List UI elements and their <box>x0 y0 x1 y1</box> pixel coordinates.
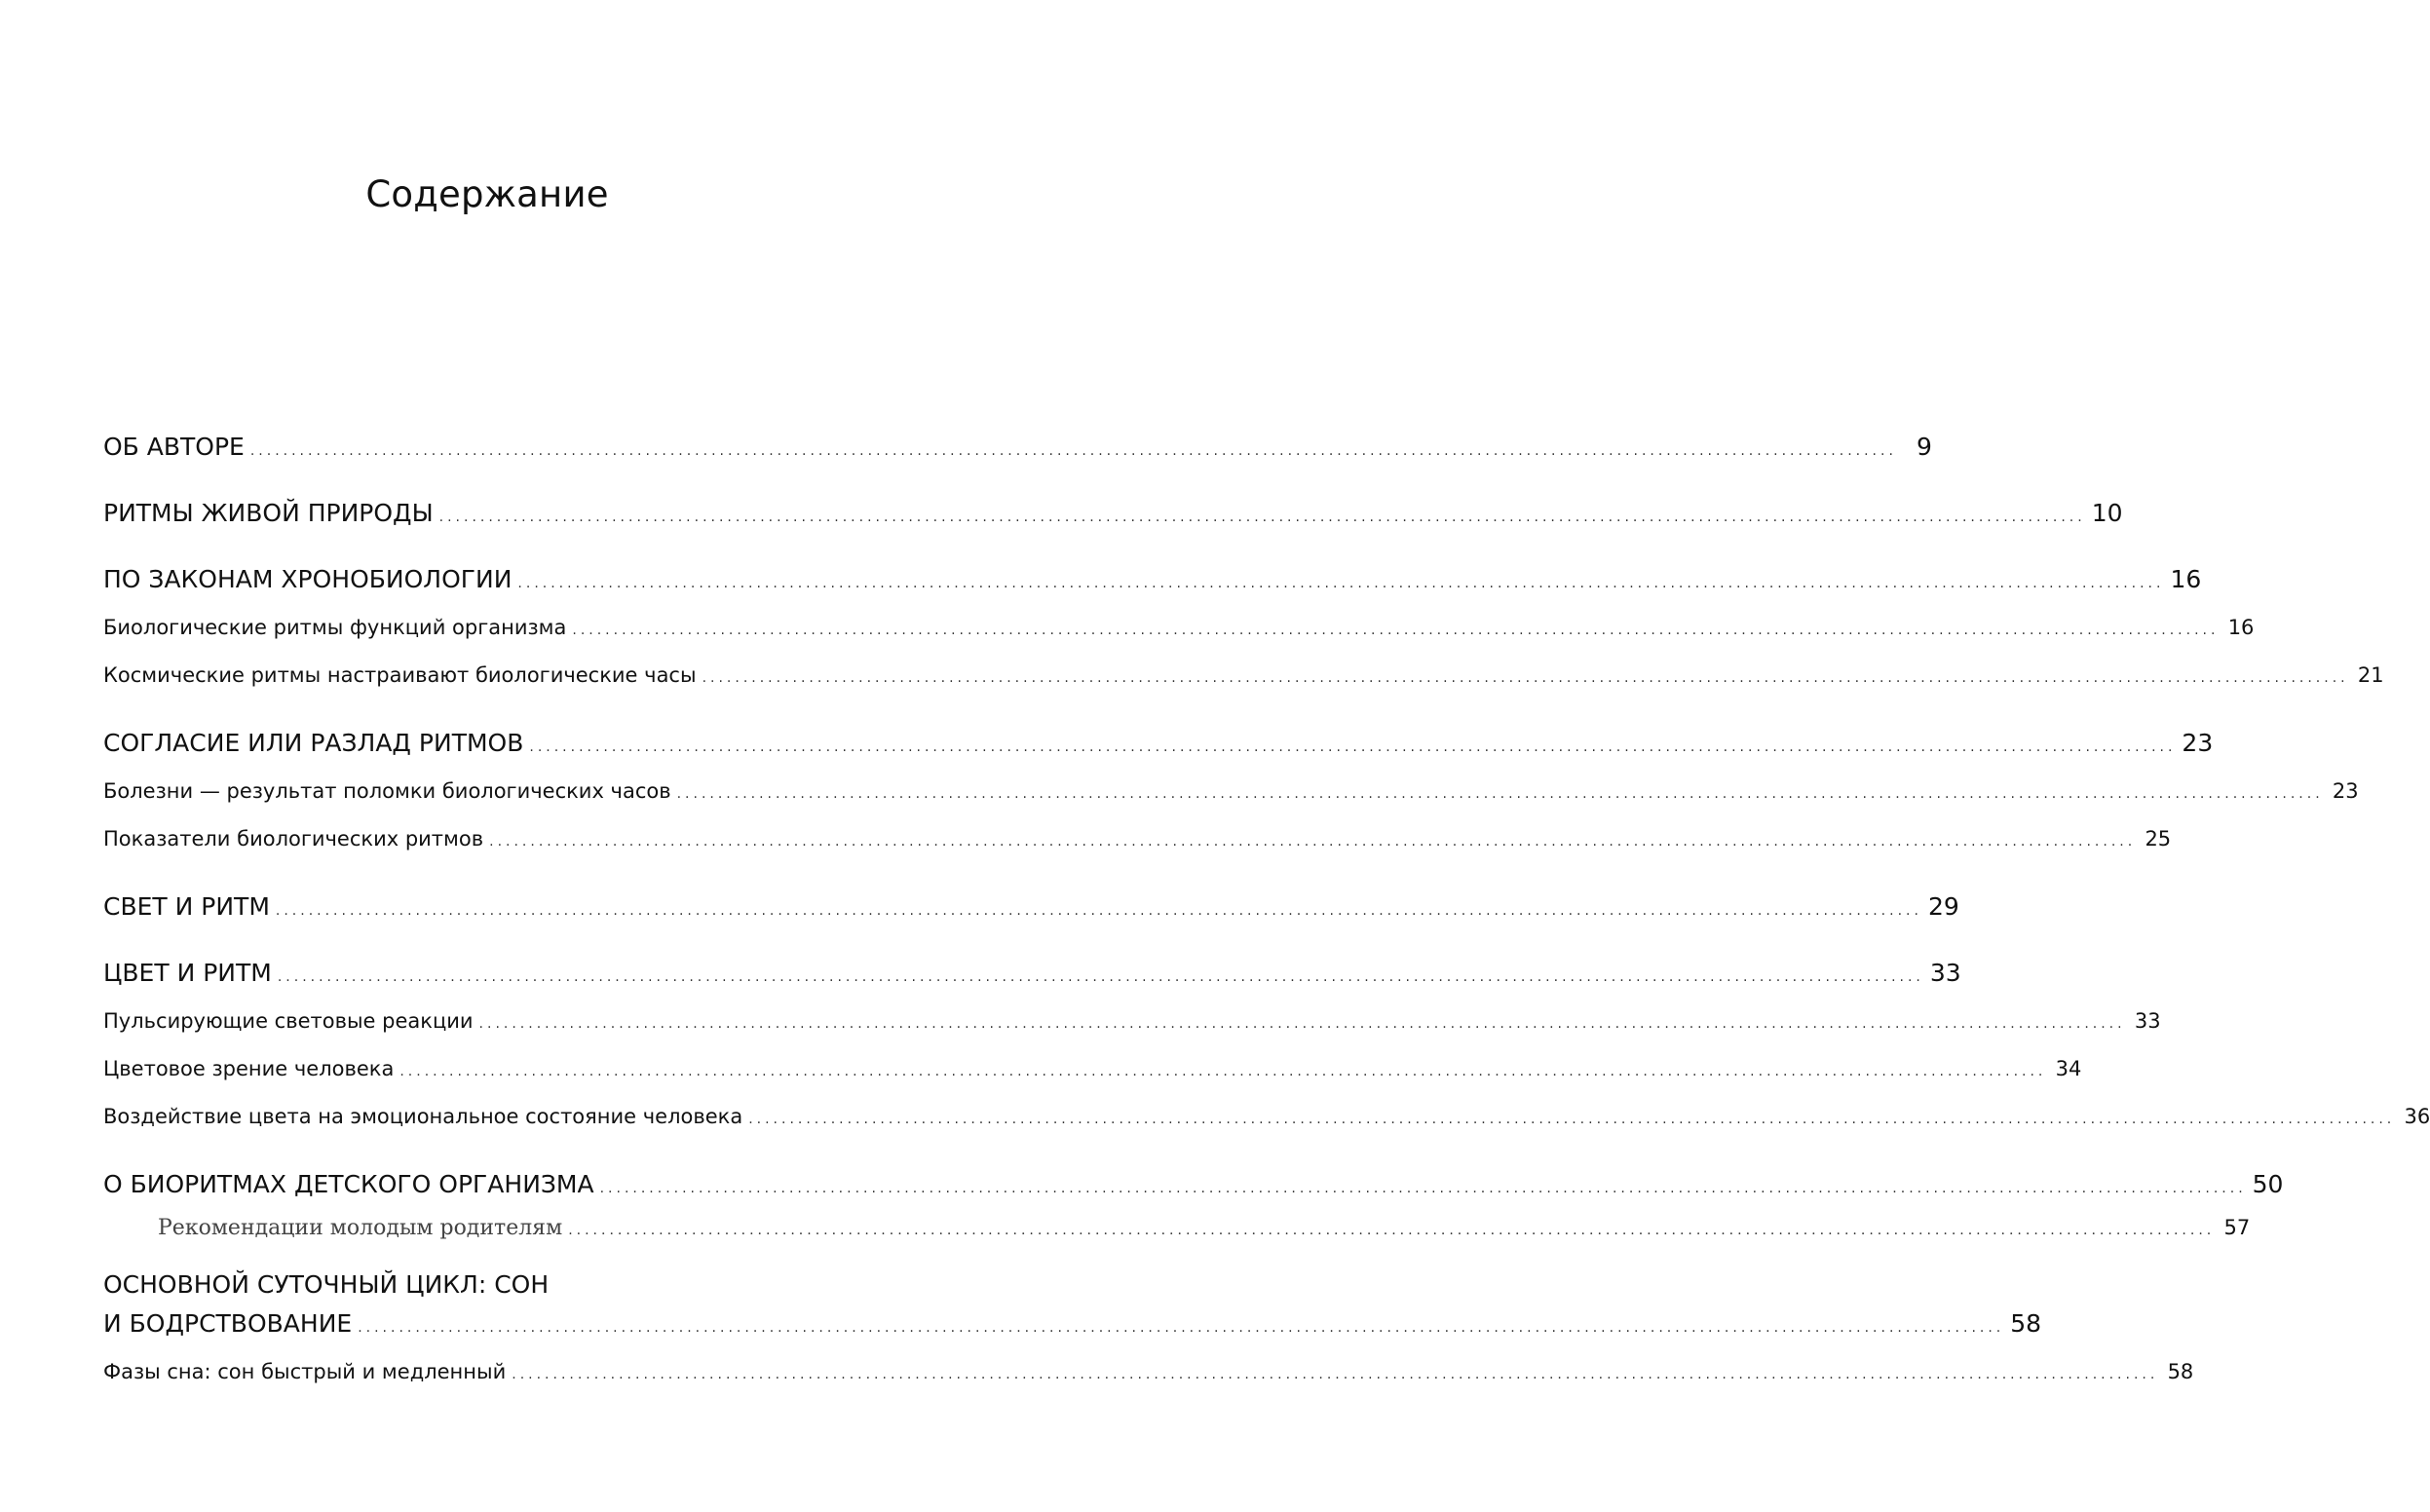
toc-entry-page: 16 <box>2170 565 2202 593</box>
toc-entry-label: Болезни — результат поломки биологических часов <box>103 779 671 803</box>
toc-entry-chapter[interactable] <box>103 722 2214 769</box>
dot-leader: ........................................................................................................................................................................................................ <box>517 576 2165 591</box>
toc-entry-section[interactable] <box>103 816 2172 864</box>
toc-entry-label: Биологические ритмы функций организма <box>103 616 567 639</box>
dot-leader: ........................................................................................................................................................................................................ <box>438 510 2086 525</box>
toc-entry-label: Рекомендации молодым родителям <box>158 1216 563 1240</box>
toc-entry-subsection[interactable] <box>103 1210 2251 1248</box>
dot-leader: ........................................................................................................................................................................................................ <box>568 1223 2216 1238</box>
dot-leader: ........................................................................................................................................................................................................ <box>489 834 2137 850</box>
toc-entry-page: 29 <box>1927 892 1959 921</box>
toc-entry-page: 16 <box>2227 616 2255 639</box>
toc-entry-label: СВЕТ И РИТМ <box>103 892 270 921</box>
table-of-contents <box>103 426 2430 1397</box>
dot-leader: ........................................................................................................................................................................................................ <box>478 1016 2126 1032</box>
toc-entry-chapter[interactable] <box>103 426 1932 472</box>
toc-entry-page: 34 <box>2055 1057 2082 1080</box>
toc-entry-label: Воздействие цвета на эмоциональное состояние человека <box>103 1105 743 1128</box>
toc-entry-page: 21 <box>2357 663 2384 687</box>
dot-leader: ........................................................................................................................................................................................................ <box>702 670 2349 686</box>
toc-entry-page: 23 <box>2332 779 2359 803</box>
toc-entry-label: РИТМЫ ЖИВОЙ ПРИРОДЫ <box>103 499 434 527</box>
toc-entry-section[interactable] <box>103 1094 2430 1142</box>
dot-leader: ........................................................................................................................................................................................................ <box>275 903 1922 919</box>
toc-entry-page: 58 <box>2010 1309 2042 1338</box>
dot-leader: ........................................................................................................................................................................................................ <box>748 1112 2396 1127</box>
dot-leader: ........................................................................................................................................................................................................ <box>529 739 2177 755</box>
toc-entry-chapter[interactable] <box>103 558 2202 605</box>
toc-entry-label: Цветовое зрение человека <box>103 1057 395 1080</box>
page-title: Содержание <box>365 173 609 215</box>
toc-entry-section[interactable] <box>103 769 2359 816</box>
toc-entry-label-line2: И БОДРСТВОВАНИЕ <box>103 1309 353 1338</box>
toc-entry-chapter-multiline[interactable] <box>103 1267 2042 1349</box>
toc-entry-label: СОГЛАСИЕ ИЛИ РАЗЛАД РИТМОВ <box>103 729 524 757</box>
toc-entry-page: 23 <box>2182 729 2214 757</box>
toc-entry-section[interactable] <box>103 1046 2082 1094</box>
toc-entry-page: 25 <box>2145 827 2172 850</box>
toc-entry-section[interactable] <box>103 605 2255 653</box>
dot-leader: ........................................................................................................................................................................................................ <box>676 786 2324 802</box>
dot-leader: ........................................................................................................................................................................................................ <box>512 1367 2159 1382</box>
toc-entry-page: 10 <box>2091 499 2123 527</box>
toc-entry-page: 33 <box>2134 1009 2161 1033</box>
toc-entry-label: О БИОРИТМАХ ДЕТСКОГО ОРГАНИЗМА <box>103 1170 594 1198</box>
toc-entry-label: ПО ЗАКОНАМ ХРОНОБИОЛОГИИ <box>103 565 513 593</box>
toc-entry-section[interactable] <box>103 653 2384 700</box>
toc-entry-label: ЦВЕТ И РИТМ <box>103 959 272 987</box>
toc-entry-page: 50 <box>2252 1170 2284 1198</box>
toc-entry-page: 58 <box>2167 1360 2194 1383</box>
toc-entry-chapter[interactable] <box>103 886 1959 932</box>
dot-leader: ........................................................................................................................................................................................................ <box>277 969 1924 985</box>
toc-entry-chapter[interactable] <box>103 492 2123 539</box>
toc-entry-section[interactable] <box>103 999 2161 1046</box>
dot-leader: ........................................................................................................................................................................................................ <box>572 623 2220 638</box>
toc-entry-page: 9 <box>1917 433 1932 461</box>
toc-entry-page: 33 <box>1929 959 1961 987</box>
toc-entry-page: 57 <box>2223 1216 2251 1239</box>
toc-entry-section[interactable] <box>103 1349 2194 1397</box>
dot-leader: ........................................................................................................................................................................................................ <box>599 1181 2247 1196</box>
toc-entry-label: Фазы сна: сон быстрый и медленный <box>103 1360 507 1383</box>
toc-entry-label: ОБ АВТОРЕ <box>103 433 245 461</box>
dot-leader: ........................................................................................................................................................................................................ <box>249 443 1897 459</box>
toc-entry-label: Показатели биологических ритмов <box>103 827 484 850</box>
dot-leader: ........................................................................................................................................................................................................ <box>399 1064 2047 1079</box>
toc-entry-chapter[interactable] <box>103 1163 2284 1210</box>
toc-entry-label: Космические ритмы настраивают биологические часы <box>103 663 697 687</box>
toc-entry-chapter[interactable] <box>103 952 1961 999</box>
toc-entry-label-line1: ОСНОВНОЙ СУТОЧНЫЙ ЦИКЛ: СОН <box>103 1270 550 1299</box>
dot-leader: ........................................................................................................................................................................................................ <box>358 1320 2005 1336</box>
toc-entry-label: Пульсирующие световые реакции <box>103 1009 474 1033</box>
toc-entry-page: 36 <box>2404 1105 2430 1128</box>
